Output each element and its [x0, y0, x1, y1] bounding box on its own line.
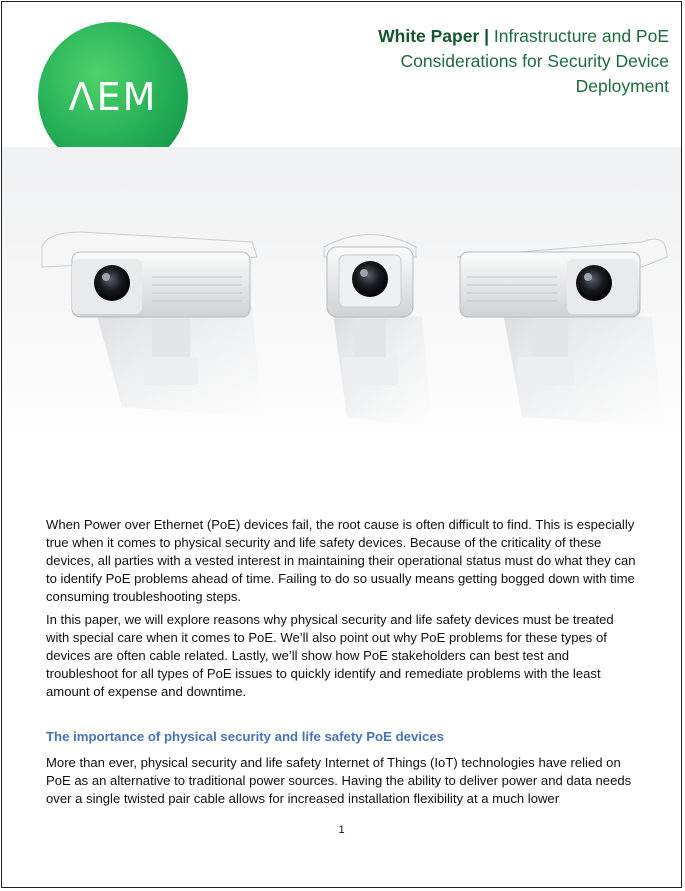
section-heading: The importance of physical security and life safety PoE devices: [46, 729, 444, 744]
camera-left: [42, 232, 262, 417]
title-rest: Infrastructure and PoE Considerations for Security Device Deployment: [400, 26, 669, 96]
intro-paragraph-1: When Power over Ethernet (PoE) devices fail, the root cause is often difficult to find. This is especially true when it comes to physical security and life safety devices. Because of the criticality of these devices, all parties with a vested interest in maintaining their operational status must do what they can to identify PoE problems ahead of time. Failing to do so usually means getting bogged down with time consuming troubleshooting steps.: [46, 517, 636, 604]
security-cameras-image: [2, 147, 681, 462]
document-page: [1, 1, 682, 888]
camera-center: [324, 235, 432, 428]
page-number: 1: [338, 824, 345, 836]
title-bold: White Paper |: [378, 26, 490, 46]
document-title: [309, 24, 669, 99]
camera-right: [457, 239, 667, 427]
logo-text: ΛEM: [68, 75, 158, 119]
section-paragraph: More than ever, physical security and life safety Internet of Things (IoT) technologies have relied on PoE as an alternative to traditional power sources. Having the ability to deliver power and data needs over a single twisted pair cable allows for increased installation flexibility at a much lower: [46, 755, 632, 806]
intro-paragraph-2: In this paper, we will explore reasons why physical security and life safety devices must be treated with special care when it comes to PoE. We’ll also point out why PoE problems for these types of devices are often cable related. Lastly, we’ll show how PoE stakeholders can best test and troubleshoot for all types of PoE issues to quickly identify and remediate problems with the least amount of expense and downtime.: [46, 612, 614, 699]
